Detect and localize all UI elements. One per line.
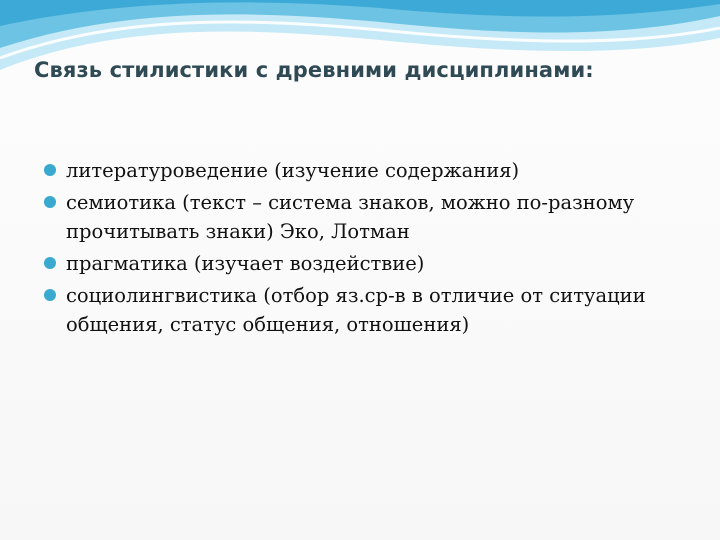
- bullet-text: семиотика (текст – система знаков, можно по-разному прочитывать знаки) Эко, Лотман: [66, 191, 635, 243]
- bullet-icon: [44, 289, 56, 301]
- bullet-item: [44, 188, 664, 246]
- bullet-icon: [44, 164, 56, 176]
- bullet-list: [44, 156, 664, 342]
- slide-title: Связь стилистики с древними дисциплинами:: [34, 58, 594, 82]
- bullet-item: [44, 281, 664, 339]
- bullet-item: [44, 156, 664, 185]
- bullet-text: прагматика (изучает воздействие): [66, 252, 425, 275]
- bullet-icon: [44, 257, 56, 269]
- bullet-item: [44, 249, 664, 278]
- bullet-text: литературоведение (изучение содержания): [66, 159, 520, 182]
- bullet-text: социолингвистика (отбор яз.ср-в в отличие от ситуации общения, статус общения, отношения): [66, 284, 646, 336]
- bullet-icon: [44, 196, 56, 208]
